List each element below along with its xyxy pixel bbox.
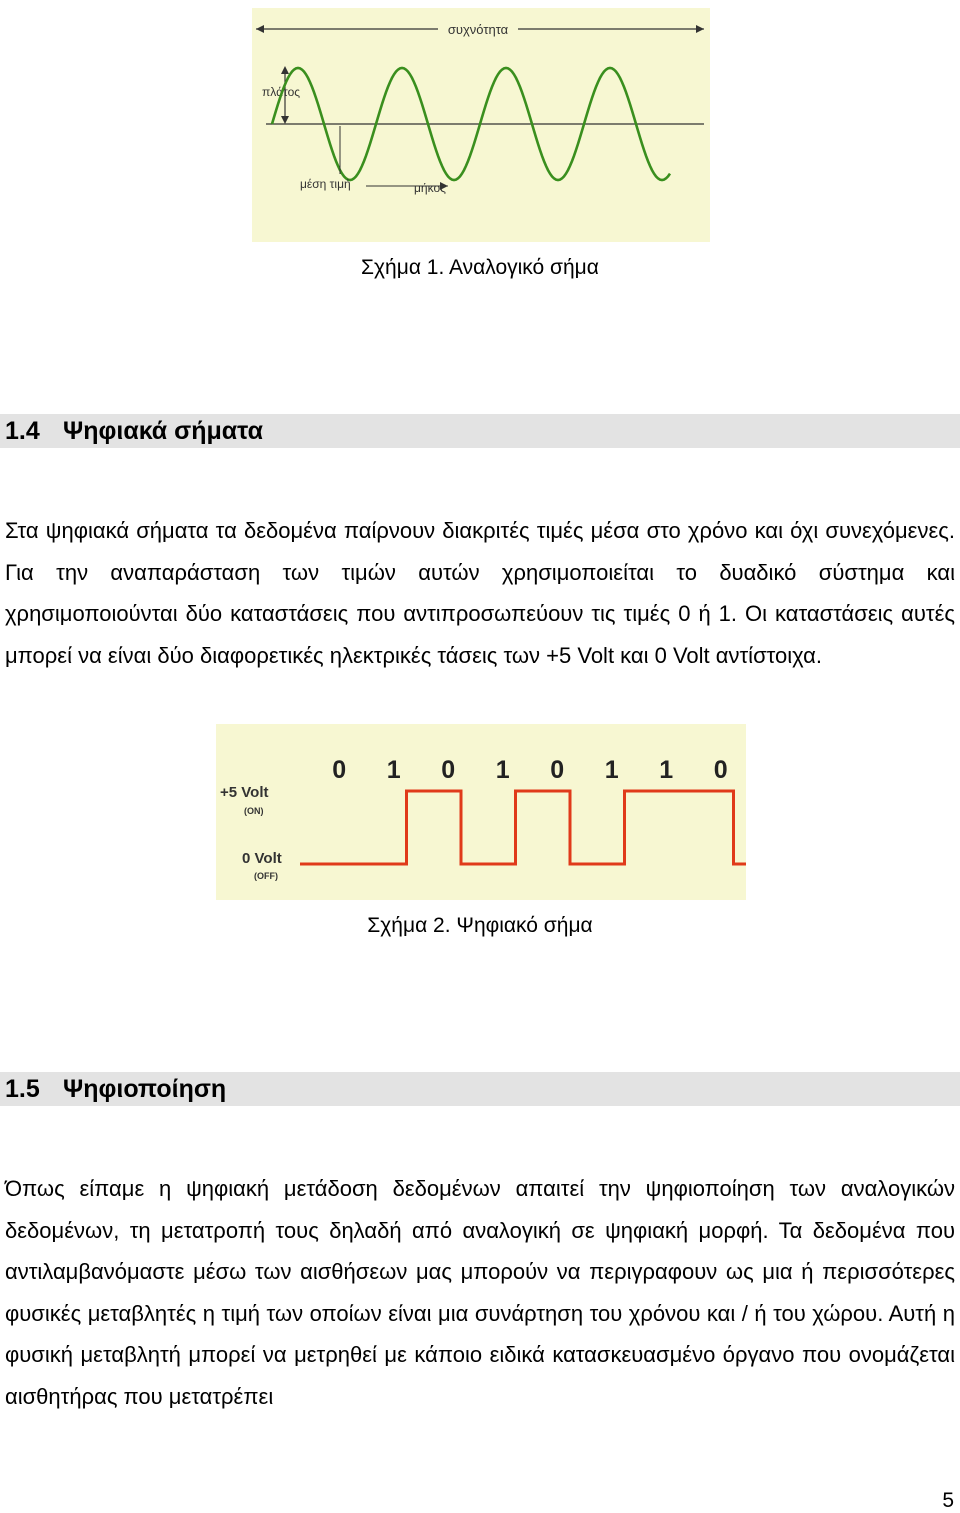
bit-label: 0	[550, 756, 565, 784]
frequency-label: συχνότητα	[447, 22, 509, 37]
wavelength-label: μήκος	[414, 181, 446, 195]
mean-value-label: μέση τιμή	[300, 177, 351, 191]
section-heading-1-4	[0, 414, 960, 448]
frequency-arrow-left-head	[256, 25, 264, 33]
digital-signal-figure	[216, 724, 746, 900]
frequency-arrow-right-head	[696, 25, 704, 33]
high-level-label: +5 Volt	[220, 784, 269, 801]
figure2-caption: Σχήμα 2. Ψηφιακό σήμα	[367, 914, 593, 937]
section-number: 1.5	[5, 1075, 40, 1103]
section-title: Ψηφιοποίηση	[63, 1075, 227, 1103]
amplitude-label: πλάτος	[262, 85, 301, 99]
analog-signal-figure	[252, 8, 710, 242]
bit-label: 0	[441, 756, 456, 784]
bit-label: 1	[604, 756, 619, 784]
figure1-caption: Σχήμα 1. Αναλογικό σήμα	[361, 256, 599, 279]
section-number: 1.4	[5, 417, 40, 445]
square-wave	[300, 791, 746, 864]
bit-label: 1	[386, 756, 401, 784]
digital-signal-diagram	[216, 724, 746, 900]
bit-label: 0	[713, 756, 728, 784]
low-level-sublabel: (OFF)	[254, 871, 278, 881]
section-title: Ψηφιακά σήματα	[63, 417, 263, 445]
bit-label: 0	[332, 756, 347, 784]
page-number: 5	[942, 1489, 954, 1512]
analog-signal-diagram	[252, 8, 710, 242]
high-level-sublabel: (ON)	[244, 806, 264, 816]
bit-label: 1	[495, 756, 510, 784]
paragraph-digital-signals: Στα ψηφιακά σήματα τα δεδομένα παίρνουν διακριτές τιμές μέσα στο χρόνο και όχι συνεχόμενες. Για την αναπαράσταση των τιμών αυτών χρησιμοποιείται το δυαδικό σύστημα και χρησιμοποιούνται δύο καταστάσεις που αντιπροσωπεύουν τις τιμές 0 ή 1. Οι καταστάσεις αυτές μπορεί να είναι δύο διαφορετικές ηλεκτρικές τάσεις των +5 Volt και 0 Volt αντίστοιχα.	[5, 518, 955, 668]
low-level-label: 0 Volt	[242, 850, 282, 867]
bit-label: 1	[659, 756, 674, 784]
paragraph-digitization: Όπως είπαμε η ψηφιακή μετάδοση δεδομένων απαιτεί την ψηφιοποίηση των αναλογικών δεδομένων, τη μετατροπή τους δηλαδή από αναλογική σε ψηφιακή μορφή. Τα δεδομένα που αντιλαμβανόμαστε μέσω των αισθήσεων μας μπορούν να περιγραφουν ως μια ή περισσότερες φυσικές μεταβλητές η τιμή των οποίων είναι μια συνάρτηση του χρόνου και / ή του χώρου. Αυτή η φυσική μεταβλητή μπορεί να μετρηθεί με κάποιο ειδικά κατασκευασμένο όργανο που ονομάζεται αισθητήρας που μετατρέπει	[5, 1176, 955, 1409]
section-heading-1-5	[0, 1072, 960, 1106]
